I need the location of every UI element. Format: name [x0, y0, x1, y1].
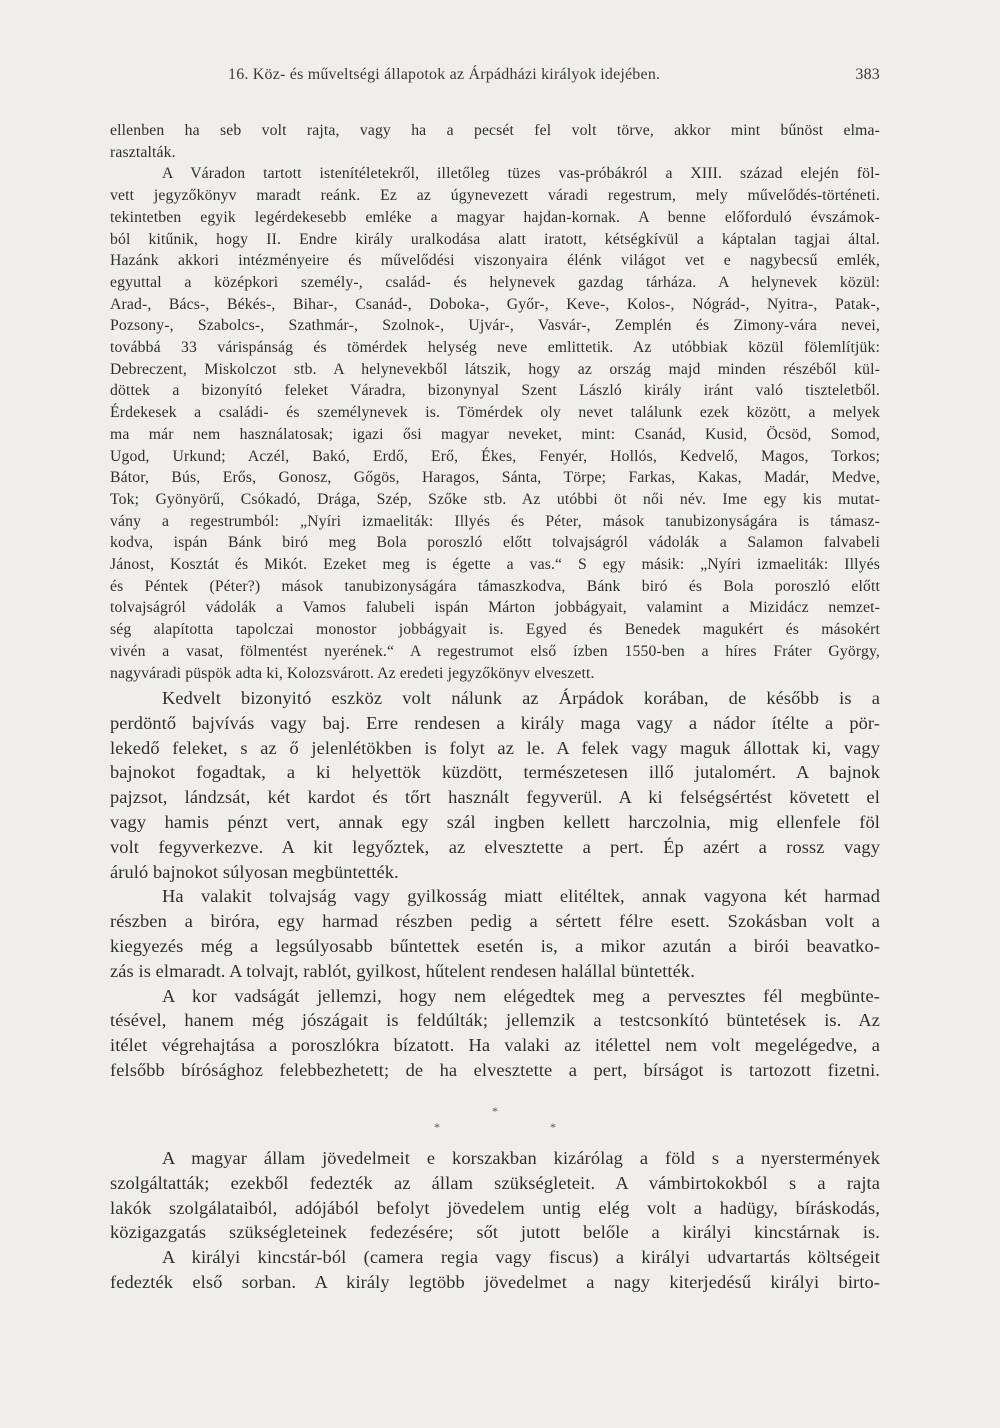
text-line: ség alapította tapolczai monostor jobbágyait is. Egyed és Benedek magukért és másokért: [110, 621, 880, 639]
separator-star: *: [492, 1104, 498, 1118]
text-line: vány a regestrumból: „Nyíri izmaeliták: Illyés és Péter, mások tanubizonyságára is támasz-: [110, 512, 880, 530]
section-separator: [110, 1104, 880, 1134]
text-line: ellenben ha seb volt rajta, vagy ha a pecsét fel volt törve, akkor mint bűnöst elma-: [110, 122, 880, 139]
text-line: vett jegyzőkönyv maradt reánk. Ez az úgynevezett váradi regestrum, mely művelődés-történeti.: [110, 187, 880, 205]
revenue-section: [110, 1146, 880, 1295]
text-line: A királyi kincstár-ból (camera regia vagy fiscus) a királyi udvartartás költségeit: [162, 1247, 880, 1268]
text-line: A magyar állam jövedelmeit e korszakban kizárólag a föld s a nyerstermények: [162, 1148, 880, 1168]
text-line: áruló bajnokot súlyosan megbüntették.: [110, 861, 399, 882]
separator-star: *: [434, 1120, 440, 1134]
text-line: Hazánk akkori intézményeire és művelődési viszonyaira élénk világot vet e nagybecsű emlék,: [110, 252, 880, 270]
text-line: közigazgatás szükségleteinek fedezésére; sőt jutott belőle a királyi kincstárnak is.: [110, 1222, 880, 1243]
text-line: továbbá 33 várispánság és tömérdek helység neve emlittetik. Az utóbbiak közül fölemlítjük:: [110, 339, 880, 357]
small-print-section: [110, 120, 880, 684]
text-line: zás is elmaradt. A tolvajt, rablót, gyilkost, hűtelent rendesen halállal büntették.: [110, 960, 695, 981]
text-line: ma már nem használatosak; igazi ősi magyar neveket, mint: Csanád, Kusid, Öcsöd, Somod,: [110, 425, 880, 443]
text-line: nagyváradi püspök adta ki, Kolozsvárott. Az eredeti jegyzőkönyv elveszett.: [110, 664, 595, 682]
text-line: itélet végrehajtása a poroszlókra bízatott. Ha valaki az itélettel nem volt megelégedve, a: [110, 1035, 880, 1056]
text-line: Pozsony-, Szabolcs-, Szathmár-, Szolnok-, Ujvár-, Vasvár-, Zemplén és Zimony-vára nevei,: [110, 317, 880, 335]
text-line: Jánost, Kosztát és Mikót. Ezeket meg is égette a vas.“ S egy másik: „Nyíri izmaeliták: Illyés: [110, 556, 880, 574]
text-line: volt fegyverkezve. A kit legyőztek, az elvesztette a pert. Ép azért a rossz vagy: [110, 836, 880, 857]
text-line: tekintetben egyik legérdekesebb emléke a magyar hajdan-kornak. A benne előforduló évszámok-: [110, 208, 880, 226]
text-line: lekedő feleket, s az ő jelenlétökben is folyt az le. A felek vagy maguk állottak ki, vagy: [110, 737, 880, 758]
text-line: részben a biróra, egy harmad részben pedig a sértett félre esett. Szokásban volt a: [110, 911, 880, 932]
text-line: kiegyezés még a legsúlyosabb bűntettek esetén is, a mikor azután a birói beavatko-: [110, 935, 880, 956]
text-line: egyuttal a középkori személy-, család- és helynevek gazdag tárháza. A helynevek közül:: [110, 273, 880, 291]
text-line: A kor vadságát jellemzi, hogy nem elégedtek meg a pervesztes fél megbünte-: [162, 985, 880, 1006]
text-line: és Péntek (Péter?) mások tanubizonyságára támaszkodva, Bánk biró és Bola poroszló előtt: [110, 577, 880, 595]
text-line: kodva, ispán Bánk biró meg Bola poroszló előtt tolvajságról vádolák a Salamon falvabeli: [110, 534, 880, 552]
text-line: tolvajságról vádolák a Vamos falubeli ispán Márton jobbágyait, valamint a Mizidácz nemzet-: [110, 599, 880, 617]
running-header: [110, 66, 880, 90]
page-number: 383: [855, 66, 880, 83]
text-line: Arad-, Bács-, Békés-, Bihar-, Csanád-, Doboka-, Győr-, Keve-, Kolos-, Nógrád-, Nyitra-, Patak-,: [110, 295, 880, 313]
text-line: pajzsot, lándzsát, két kardot és tőrt használt fegyverül. A ki felségsértést követett el: [110, 787, 880, 808]
text-line: Kedvelt bizonyitó eszköz volt nálunk az Árpádok korában, de később is a: [162, 688, 880, 708]
text-line: lakók szolgálataiból, adójából befolyt jövedelem untig elég volt a hadügy, bíráskodás,: [110, 1197, 880, 1218]
text-line: rasztalták.: [110, 143, 176, 161]
text-line: vagy hamis pénzt vert, annak egy szál ingben kellett harczolnia, mig ellenfele föl: [110, 811, 880, 832]
text-line: felsőbb bírósághoz felebbezhetett; de ha elvesztette a pert, bírságot is tartozott fizetni.: [110, 1059, 880, 1080]
separator-star: *: [550, 1120, 556, 1134]
text-line: fedezték első sorban. A király legtöbb jövedelmet a nagy kiterjedésű királyi birto-: [110, 1271, 880, 1292]
text-line: Tok; Gyönyörű, Csókadó, Drága, Szép, Szőke stb. Az utóbbi öt női név. Ime egy kis mutat-: [110, 490, 880, 508]
text-line: tésével, hanem még jószágait is feldúlták; jellemzik a testcsonkító büntetések is. Az: [110, 1010, 880, 1031]
text-line: döttek a bizonyító feleket Váradra, bizonynyal Szent László király iránt való tiszteletből.: [110, 382, 880, 400]
text-line: Érdekesek a családi- és személynevek is. Tömérdek oly nevet találunk ezek között, a melyek: [110, 404, 880, 422]
text-line: Bátor, Bús, Erős, Gonosz, Gőgös, Haragos, Sánta, Törpe; Farkas, Kakas, Madár, Medve,: [110, 469, 880, 487]
text-line: Ha valakit tolvajság vagy gyilkosság miatt elitéltek, annak vagyona két harmad: [162, 886, 880, 907]
text-line: Debreczent, Miskolczot stb. A helynevekből látszik, hogy az ország majd minden részéből kül-: [110, 360, 880, 378]
text-line: Ugod, Urkund; Aczél, Bakó, Erdő, Erő, Ékes, Fenyér, Hollós, Kedvelő, Magos, Torkos;: [110, 447, 880, 465]
main-text-section: [110, 686, 880, 1083]
text-line: perdöntő bajvívás vagy baj. Erre rendesen a király maga vagy a nádor ítélte a pör-: [110, 712, 880, 733]
text-line: ból kitűnik, hogy II. Endre király uralkodása alatt iratott, kétségkívül a káptalan tagjai által.: [110, 230, 880, 248]
text-line: A Váradon tartott istenítéletekről, illetőleg tüzes vas-próbákról a XIII. század elején föl-: [162, 165, 880, 183]
running-title: 16. Köz- és műveltségi állapotok az Árpádházi királyok idejében.: [228, 66, 661, 83]
text-line: vivén a vasat, fölmentést nyerének.“ A regestrumot első ízben 1550-ben a híres Fráter György,: [110, 642, 880, 660]
text-line: bajnokot fogadtak, a ki helyettök küzdött, természetesen illő jutalomért. A bajnok: [110, 762, 880, 783]
text-line: szolgáltatták; ezekből fedezték az állam szükségleteit. A vámbirtokokból s a rajta: [110, 1172, 880, 1193]
